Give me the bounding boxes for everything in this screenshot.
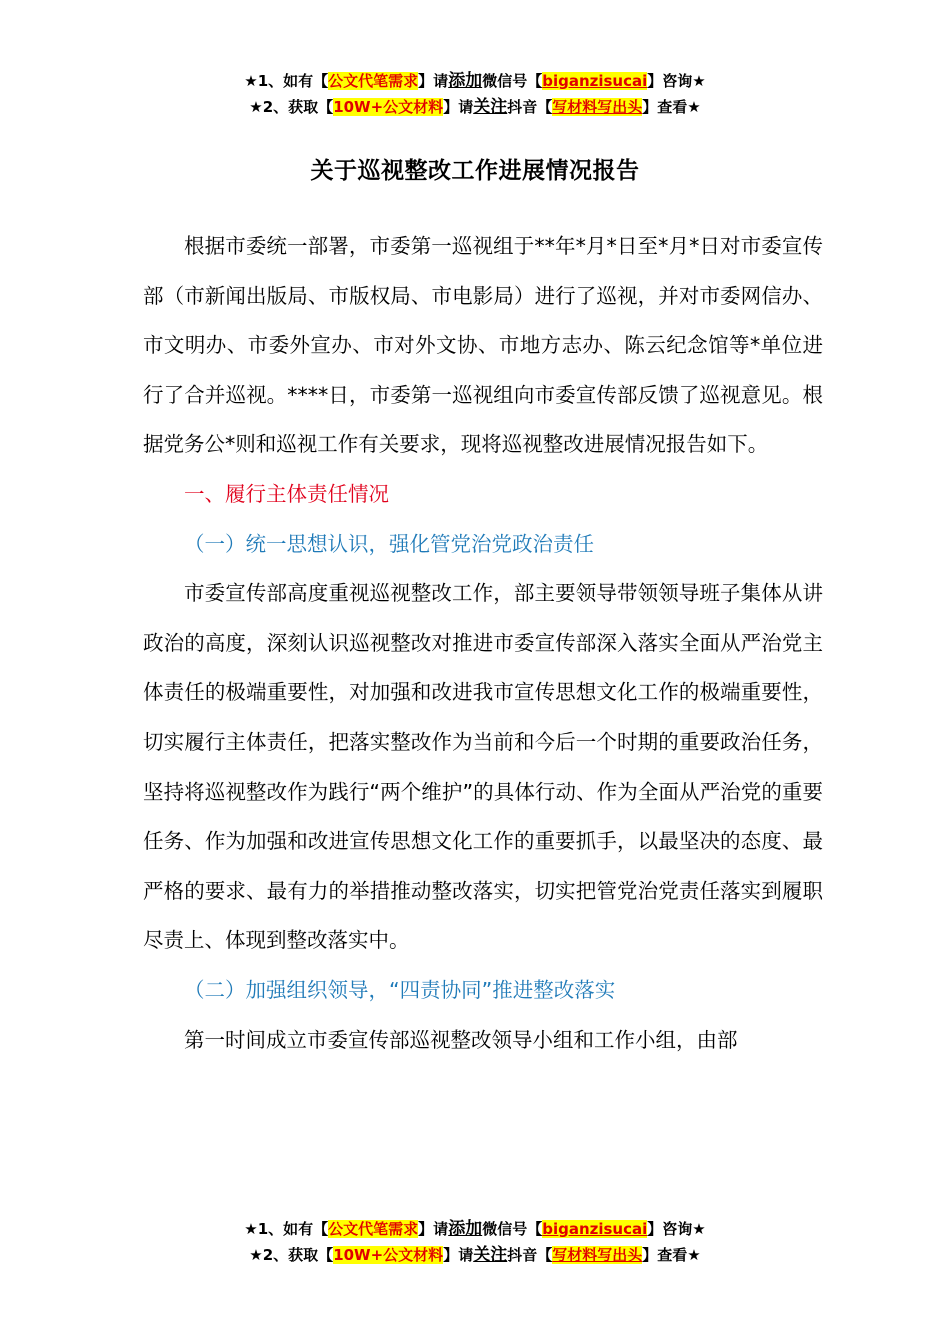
banner-highlight: 公文代笔需求 — [328, 72, 419, 90]
banner-line-1 — [0, 1216, 950, 1242]
banner-douyin-id: 写材料写出头 — [552, 1246, 643, 1264]
banner-underlined: 添加 — [448, 1219, 483, 1239]
document-title: 关于巡视整改工作进展情况报告 — [310, 158, 640, 184]
banner-text: 】请 — [443, 98, 474, 116]
banner-text: 】查看★ — [642, 98, 701, 116]
banner-wechat-id: biganzisucai — [542, 72, 648, 90]
banner-underlined: 关注 — [473, 1245, 508, 1265]
banner-line-1 — [0, 68, 950, 94]
banner-highlight: 10W+公文材料 — [333, 1246, 444, 1264]
body-paragraph: 市委宣传部高度重视巡视整改工作，部主要领导带领领导班子集体从讲政治的高度，深刻认识巡视整改对推进市委宣传部深入落实全面从严治党主体责任的极端重要性，对加强和改进我市宣传思想文化工作的极端重要性，切实履行主体责任，把落实整改作为当前和今后一个时期的重要政治任务，坚持将巡视整改作为践行“两个维护”的具体行动、作为全面从严治党的重要任务、作为加强和改进宣传思想文化工作的重要抓手，以最坚决的态度、最严格的要求、最有力的举措推动整改落实，切实把管党治党责任落实到履职尽责上、体现到整改落实中。 — [143, 581, 823, 953]
banner-text: ★1、如有【 — [244, 72, 329, 90]
banner-text: 微信号【 — [482, 1220, 543, 1238]
body-paragraph: 第一时间成立市委宣传部巡视整改领导小组和工作小组，由部 — [184, 1027, 738, 1052]
banner-text: ★1、如有【 — [244, 1220, 329, 1238]
section-heading: 一、履行主体责任情况 — [184, 481, 389, 506]
banner-text: 抖音【 — [507, 1246, 553, 1264]
banner-text: 】请 — [418, 1220, 449, 1238]
intro-paragraph: 根据市委统一部署，市委第一巡视组于**年*月*日至*月*日对市委宣传部（市新闻出版局、市版权局、市电影局）进行了巡视，并对市委网信办、市文明办、市委外宣办、市对外文协、市地方志办、陈云纪念馆等*单位进行了合并巡视。****日，市委第一巡视组向市委宣传部反馈了巡视意见。根据党务公*则和巡视工作有关要求，现将巡视整改进展情况报告如下。 — [143, 234, 823, 457]
banner-text: ★2、获取【 — [249, 1246, 334, 1264]
banner-text: ★2、获取【 — [249, 98, 334, 116]
banner-text: 】请 — [443, 1246, 474, 1264]
banner-douyin-id: 写材料写出头 — [552, 98, 643, 116]
subsection-heading: （二）加强组织领导，“四责协同”推进整改落实 — [184, 977, 616, 1002]
banner-text: 抖音【 — [507, 98, 553, 116]
header-banner — [0, 68, 950, 120]
banner-text: 微信号【 — [482, 72, 543, 90]
document-body — [143, 222, 823, 1065]
banner-line-2 — [0, 1242, 950, 1268]
banner-text: 】咨询★ — [647, 1220, 706, 1238]
banner-underlined: 添加 — [448, 71, 483, 91]
banner-text: 】请 — [418, 72, 449, 90]
banner-text: 】咨询★ — [647, 72, 706, 90]
banner-line-2 — [0, 94, 950, 120]
footer-banner — [0, 1216, 950, 1268]
banner-highlight: 公文代笔需求 — [328, 1220, 419, 1238]
banner-wechat-id: biganzisucai — [542, 1220, 648, 1238]
banner-text: 】查看★ — [642, 1246, 701, 1264]
subsection-heading: （一）统一思想认识，强化管党治党政治责任 — [184, 531, 594, 556]
banner-underlined: 关注 — [473, 97, 508, 117]
banner-highlight: 10W+公文材料 — [333, 98, 444, 116]
